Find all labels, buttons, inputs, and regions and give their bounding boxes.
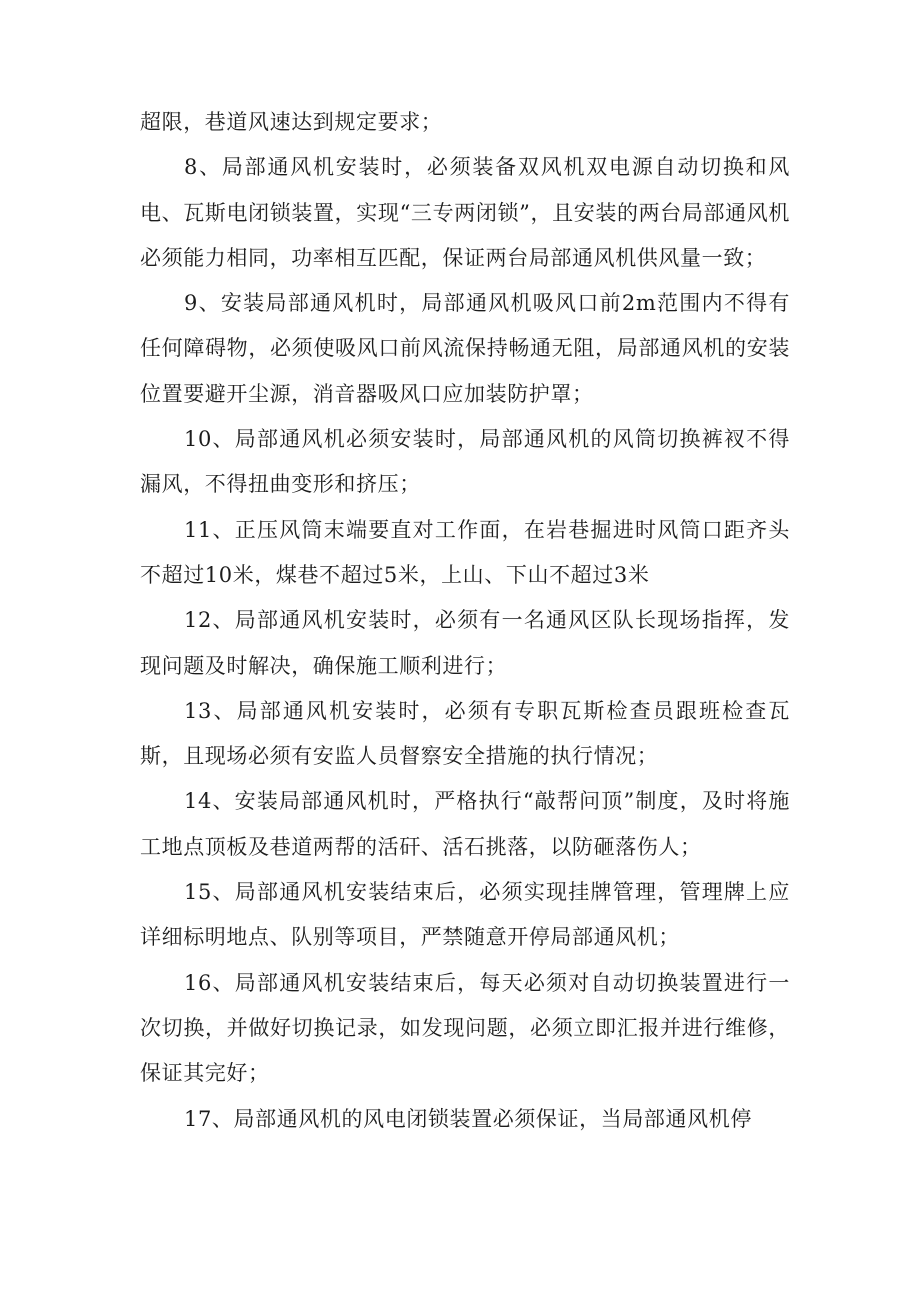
- paragraph-item-10: 10、局部通风机必须安装时，局部通风机的风筒切换裤衩不得漏风，不得扭曲变形和挤压；: [140, 427, 790, 497]
- paragraph-item-12: 12、局部通风机安装时，必须有一名通风区队长现场指挥，发现问题及时解决，确保施工顺利进行；: [140, 608, 790, 678]
- paragraph-item-17: 17、局部通风机的风电闭锁装置必须保证，当局部通风机停: [184, 1106, 752, 1131]
- paragraph-continuation: 超限，巷道风速达到规定要求；: [140, 110, 443, 134]
- paragraph-item-11: 11、正压风筒末端要直对工作面，在岩巷掘进时风筒口距齐头不超过10米，煤巷不超过5米，上山、下山不超过3米: [140, 517, 790, 587]
- paragraph-item-13: 13、局部通风机安装时，必须有专职瓦斯检查员跟班检查瓦斯，且现场必须有安监人员督察安全措施的执行情况；: [140, 698, 790, 769]
- paragraph-item-15: 15、局部通风机安装结束后，必须实现挂牌管理，管理牌上应详细标明地点、队别等项目，严禁随意开停局部通风机；: [140, 880, 790, 950]
- document-body: [140, 100, 790, 1142]
- paragraph-item-8: 8、局部通风机安装时，必须装备双风机双电源自动切换和风电、瓦斯电闭锁装置，实现“三专两闭锁”，且安装的两台局部通风机必须能力相同，功率相互匹配，保证两台局部通风机供风量一致；: [140, 155, 790, 270]
- paragraph-item-14: 14、安装局部通风机时，严格执行“敲帮问顶”制度，及时将施工地点顶板及巷道两帮的活矸、活石挑落，以防砸落伤人；: [140, 789, 790, 859]
- paragraph-item-16: 16、局部通风机安装结束后，每天必须对自动切换装置进行一次切换，并做好切换记录，如发现问题，必须立即汇报并进行维修，保证其完好；: [140, 970, 790, 1086]
- paragraph-item-9: 9、安装局部通风机时，局部通风机吸风口前2m范围内不得有任何障碍物，必须使吸风口前风流保持畅通无阻，局部通风机的安装位置要避开尘源，消音器吸风口应加装防护罩；: [140, 291, 790, 406]
